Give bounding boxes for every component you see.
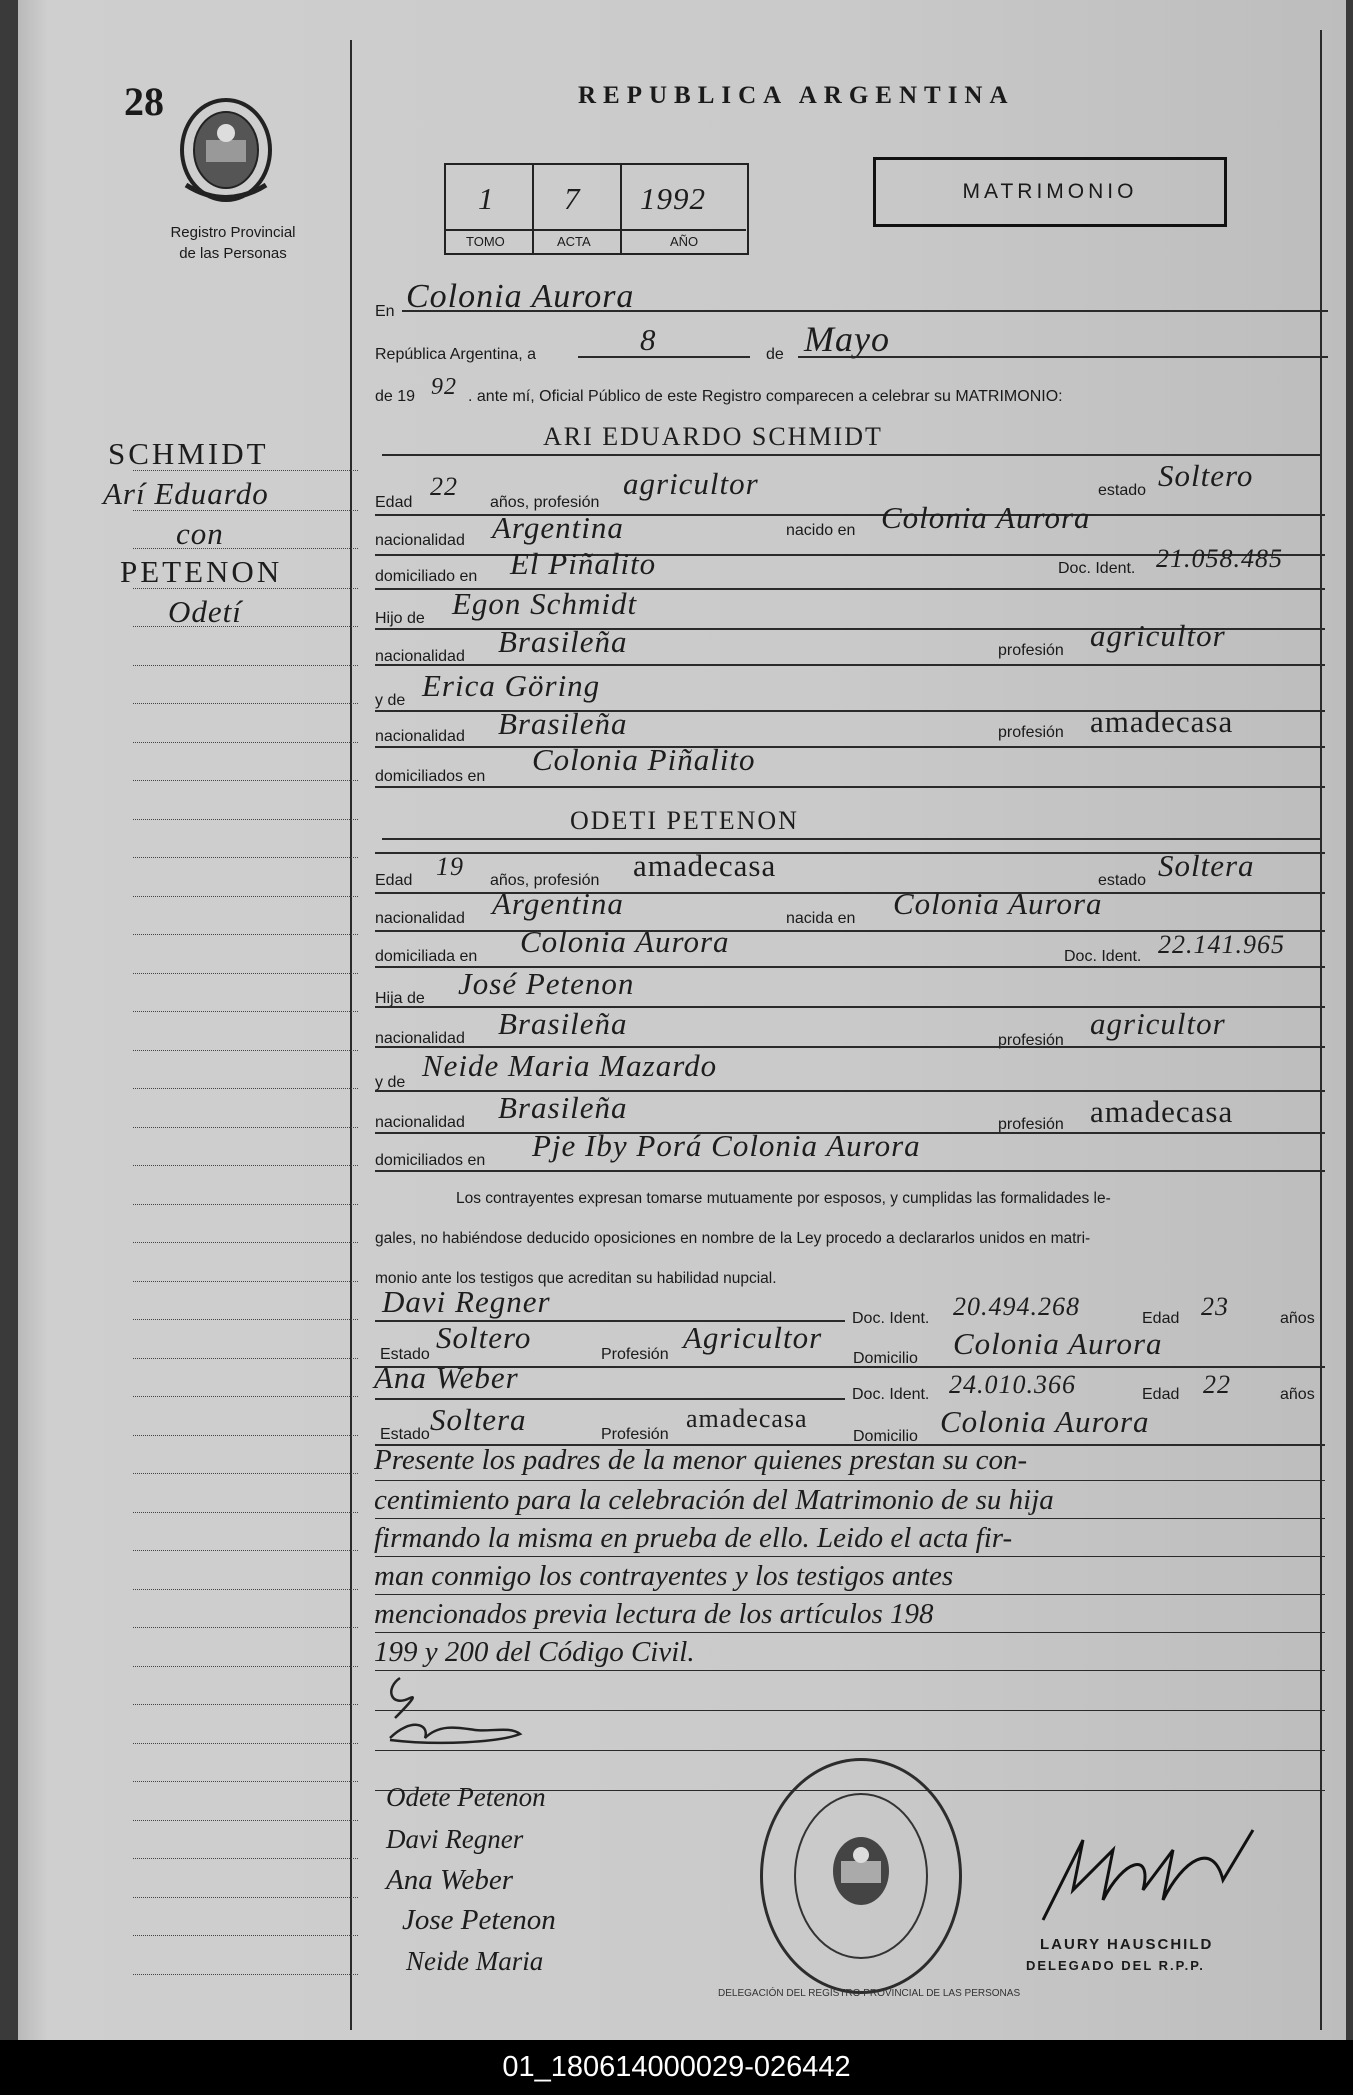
witness2-profesion: amadecasa bbox=[686, 1404, 808, 1433]
header-day: 8 bbox=[640, 322, 657, 357]
bride-madre-nac-label: nacionalidad bbox=[375, 1114, 465, 1131]
bride-estado-label: estado bbox=[1098, 872, 1147, 889]
de19-label: de 19 bbox=[375, 388, 416, 405]
official-signature-icon bbox=[1003, 1820, 1303, 1930]
witness2-estado-label: Estado bbox=[380, 1426, 430, 1443]
bride-madre-prof: amadecasa bbox=[1090, 1094, 1234, 1129]
seal-text: DELEGACIÓN DEL REGISTRO PROVINCIAL DE LAS PERSONAS bbox=[718, 1988, 1021, 1999]
groom-name: ARI EDUARDO SCHMIDT bbox=[543, 422, 883, 451]
bride-nacida-label: nacida en bbox=[786, 910, 856, 927]
groom-padre-prof: agricultor bbox=[1090, 618, 1226, 653]
groom-estado: Soltero bbox=[1158, 458, 1254, 493]
witness1-name: Davi Regner bbox=[382, 1284, 551, 1319]
bride-madre-nac: Brasileña bbox=[498, 1090, 628, 1125]
registry-label bbox=[128, 222, 338, 264]
official-seal-icon bbox=[760, 1758, 962, 1994]
en-label: En bbox=[375, 303, 395, 320]
header-year: 92 bbox=[431, 374, 457, 400]
margin-note-2: Arí Eduardo bbox=[103, 476, 269, 511]
witness2-edad-label: Edad bbox=[1142, 1386, 1180, 1403]
document-sheet bbox=[18, 0, 1346, 2040]
tomo-value: 1 bbox=[478, 181, 495, 216]
groom-dom-label: domiciliado en bbox=[375, 568, 478, 585]
groom-padres-dom-label: domiciliados en bbox=[375, 768, 486, 785]
groom-madre: Erica Göring bbox=[422, 668, 601, 703]
witness2-dom-label: Domicilio bbox=[853, 1428, 918, 1445]
groom-madre-prof: amadecasa bbox=[1090, 704, 1234, 739]
record-type-box bbox=[873, 157, 1227, 227]
official-name: LAURY HAUSCHILD bbox=[1040, 1936, 1214, 1953]
witness1-prof-label: Profesión bbox=[601, 1346, 669, 1363]
witness1-dom-label: Domicilio bbox=[853, 1350, 918, 1367]
groom-nac-label: nacionalidad bbox=[375, 532, 465, 549]
witness1-anos-label: años bbox=[1280, 1310, 1315, 1327]
notes-line-1: Presente los padres de la menor quienes prestan su con- bbox=[374, 1444, 1028, 1476]
witness2-name: Ana Weber bbox=[374, 1360, 519, 1395]
witness1-estado: Soltero bbox=[436, 1320, 532, 1355]
bride-padre-prof: agricultor bbox=[1090, 1006, 1226, 1041]
signature-5: Neide Maria bbox=[406, 1946, 544, 1976]
acta-label: ACTA bbox=[557, 234, 591, 249]
bride-dom-label: domiciliada en bbox=[375, 948, 478, 965]
witness2-domicilio: Colonia Aurora bbox=[940, 1404, 1150, 1439]
groom-padre-nac: Brasileña bbox=[498, 624, 628, 659]
groom-padre: Egon Schmidt bbox=[452, 586, 638, 621]
bride-profesion: amadecasa bbox=[633, 848, 777, 883]
groom-padres-dom: Colonia Piñalito bbox=[532, 742, 756, 777]
bride-doc-label: Doc. Ident. bbox=[1064, 948, 1142, 965]
bride-estado: Soltera bbox=[1158, 848, 1255, 883]
bride-madre-prof-label: profesión bbox=[998, 1116, 1064, 1133]
ano-value: 1992 bbox=[640, 181, 706, 216]
republica-label: República Argentina, a bbox=[375, 346, 536, 363]
groom-hijo-label: Hijo de bbox=[375, 610, 425, 627]
bride-padre-nac: Brasileña bbox=[498, 1006, 628, 1041]
bride-hija-label: Hija de bbox=[375, 990, 425, 1007]
de-label: de bbox=[766, 346, 784, 363]
bride-madre: Neide Maria Mazardo bbox=[422, 1048, 718, 1083]
signature-3: Ana Weber bbox=[386, 1864, 513, 1896]
bride-padres-dom-label: domiciliados en bbox=[375, 1152, 486, 1169]
groom-madre-nac: Brasileña bbox=[498, 706, 628, 741]
groom-doc-label: Doc. Ident. bbox=[1058, 560, 1136, 577]
signature-4: Jose Petenon bbox=[402, 1904, 556, 1936]
bride-nacida-en: Colonia Aurora bbox=[893, 886, 1103, 921]
bride-doc: 22.141.965 bbox=[1158, 930, 1285, 959]
margin-note-3: con bbox=[176, 516, 224, 551]
registry-line-1: Registro Provincial bbox=[170, 224, 296, 241]
margin-rule bbox=[350, 40, 352, 2030]
signature-2: Davi Regner bbox=[386, 1824, 524, 1854]
witness2-prof-label: Profesión bbox=[601, 1426, 669, 1443]
witness1-estado-label: Estado bbox=[380, 1346, 430, 1363]
witness2-estado: Soltera bbox=[430, 1402, 527, 1437]
provincial-emblem-icon bbox=[176, 95, 276, 205]
declaration-line-2: gales, no habiéndose deducido oposiciones en nombre de la Ley procedo a declararlos unidos en matri- bbox=[375, 1230, 1091, 1247]
bride-padre-prof-label: profesión bbox=[998, 1032, 1064, 1049]
groom-profesion: agricultor bbox=[623, 466, 759, 501]
margin-note-4: PETENON bbox=[120, 554, 283, 589]
witness1-doc-label: Doc. Ident. bbox=[852, 1310, 930, 1327]
groom-padre-nac-label: nacionalidad bbox=[375, 648, 465, 665]
bride-domicilio: Colonia Aurora bbox=[520, 924, 730, 959]
witness2-edad: 22 bbox=[1203, 1370, 1231, 1399]
groom-yde-label: y de bbox=[375, 692, 406, 709]
declaration-line-1: Los contrayentes expresan tomarse mutuamente por esposos, y cumplidas las formalidades le- bbox=[456, 1190, 1111, 1207]
groom-nacionalidad: Argentina bbox=[492, 510, 624, 545]
groom-anos-label: años, profesión bbox=[490, 494, 600, 511]
signature-scribble-icon bbox=[380, 1668, 540, 1748]
margin-note-5: Odetí bbox=[168, 594, 242, 629]
bride-edad: 19 bbox=[436, 852, 464, 881]
bride-anos-label: años, profesión bbox=[490, 872, 600, 889]
acta-value: 7 bbox=[564, 181, 581, 216]
groom-madre-nac-label: nacionalidad bbox=[375, 728, 465, 745]
header-month: Mayo bbox=[804, 319, 890, 359]
groom-nacido-en: Colonia Aurora bbox=[881, 500, 1091, 535]
signature-1: Odete Petenon bbox=[386, 1782, 546, 1812]
notes-line-4: man conmigo los contrayentes y los testigos antes bbox=[374, 1560, 954, 1592]
witness1-profesion: Agricultor bbox=[683, 1320, 823, 1355]
witness1-edad: 23 bbox=[1201, 1292, 1229, 1321]
registry-line-2: de las Personas bbox=[179, 245, 287, 262]
witness2-anos-label: años bbox=[1280, 1386, 1315, 1403]
bride-nac-label: nacionalidad bbox=[375, 910, 465, 927]
groom-edad-label: Edad bbox=[375, 494, 413, 511]
notes-line-5: mencionados previa lectura de los artículos 198 bbox=[374, 1598, 934, 1630]
groom-estado-label: estado bbox=[1098, 482, 1147, 499]
bride-padres-dom: Pje Iby Porá Colonia Aurora bbox=[532, 1128, 921, 1163]
groom-madre-prof-label: profesión bbox=[998, 724, 1064, 741]
witness1-domicilio: Colonia Aurora bbox=[953, 1326, 1163, 1361]
tomo-label: TOMO bbox=[466, 234, 505, 249]
bride-padre: José Petenon bbox=[458, 966, 635, 1001]
witness1-edad-label: Edad bbox=[1142, 1310, 1180, 1327]
image-caption: 01_180614000029-026442 bbox=[0, 2040, 1353, 2095]
groom-padre-prof-label: profesión bbox=[998, 642, 1064, 659]
groom-nacido-label: nacido en bbox=[786, 522, 856, 539]
witness2-doc-label: Doc. Ident. bbox=[852, 1386, 930, 1403]
record-type: MATRIMONIO bbox=[962, 180, 1138, 203]
header-intro: . ante mí, Oficial Público de este Registro comparecen a celebrar su MATRIMONIO: bbox=[468, 388, 1063, 405]
witness1-doc: 20.494.268 bbox=[953, 1292, 1080, 1321]
notes-line-2: centimiento para la celebración del Matrimonio de su hija bbox=[374, 1484, 1054, 1516]
bride-yde-label: y de bbox=[375, 1074, 406, 1091]
page-number: 28 bbox=[124, 79, 164, 124]
bride-nacionalidad: Argentina bbox=[492, 886, 624, 921]
notes-line-6: 199 y 200 del Código Civil. bbox=[374, 1636, 695, 1668]
margin-note-1: SCHMIDT bbox=[108, 436, 269, 471]
official-title: DELEGADO DEL R.P.P. bbox=[1026, 1958, 1205, 1973]
right-edge-rule bbox=[1320, 30, 1322, 2030]
declaration-line-3: monio ante los testigos que acreditan su habilidad nupcial. bbox=[375, 1270, 777, 1287]
witness2-doc: 24.010.366 bbox=[949, 1370, 1076, 1399]
country-title: REPUBLICA ARGENTINA bbox=[578, 82, 1015, 109]
ano-label: AÑO bbox=[670, 234, 699, 249]
groom-domicilio: El Piñalito bbox=[510, 546, 657, 581]
groom-edad: 22 bbox=[430, 472, 458, 501]
bride-padre-nac-label: nacionalidad bbox=[375, 1030, 465, 1047]
header-place: Colonia Aurora bbox=[406, 278, 635, 315]
bride-edad-label: Edad bbox=[375, 872, 413, 889]
notes-line-3: firmando la misma en prueba de ello. Leido el acta fir- bbox=[374, 1522, 1013, 1554]
groom-doc: 21.058.485 bbox=[1156, 544, 1283, 573]
bride-name: ODETI PETENON bbox=[570, 806, 799, 835]
record-box bbox=[444, 163, 747, 255]
